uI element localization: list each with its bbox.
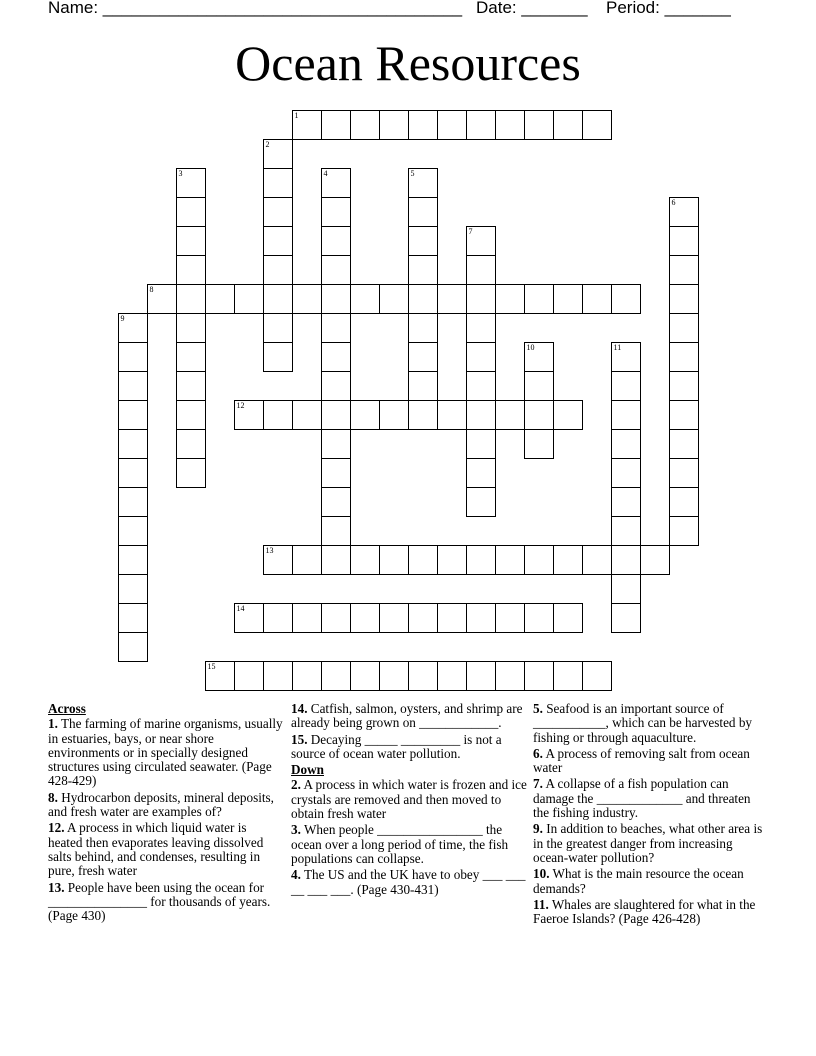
crossword-cell[interactable] bbox=[118, 574, 148, 604]
crossword-cell[interactable] bbox=[437, 400, 467, 430]
crossword-cell[interactable] bbox=[234, 603, 264, 633]
crossword-cell[interactable] bbox=[379, 400, 409, 430]
crossword-cell[interactable] bbox=[176, 371, 206, 401]
crossword-cell[interactable] bbox=[466, 342, 496, 372]
crossword-cell[interactable] bbox=[350, 284, 380, 314]
crossword-cell[interactable] bbox=[524, 371, 554, 401]
crossword-cell[interactable] bbox=[408, 284, 438, 314]
crossword-cell[interactable] bbox=[118, 429, 148, 459]
crossword-cell[interactable] bbox=[118, 313, 148, 343]
crossword-cell[interactable] bbox=[263, 284, 293, 314]
crossword-cell[interactable] bbox=[611, 516, 641, 546]
crossword-cell[interactable] bbox=[669, 429, 699, 459]
crossword-cell[interactable] bbox=[263, 226, 293, 256]
crossword-cell[interactable] bbox=[176, 313, 206, 343]
crossword-cell[interactable] bbox=[321, 603, 351, 633]
crossword-cell[interactable] bbox=[118, 400, 148, 430]
crossword-cell[interactable] bbox=[669, 487, 699, 517]
crossword-cell[interactable] bbox=[292, 284, 322, 314]
crossword-cell[interactable] bbox=[118, 545, 148, 575]
crossword-cell[interactable] bbox=[437, 603, 467, 633]
crossword-cell[interactable] bbox=[292, 110, 322, 140]
clue-down-9: 9. In addition to beaches, what other area is in the greatest danger from increasing ocean-water pollution? bbox=[533, 821, 763, 865]
crossword-cell[interactable] bbox=[321, 313, 351, 343]
name-field[interactable]: Name: ______________________________________ bbox=[48, 0, 463, 17]
crossword-cell[interactable] bbox=[350, 110, 380, 140]
crossword-cell[interactable] bbox=[524, 603, 554, 633]
crossword-cell[interactable] bbox=[408, 168, 438, 198]
crossword-cell[interactable] bbox=[118, 632, 148, 662]
clue-number-label: 15 bbox=[207, 662, 216, 671]
crossword-cell[interactable] bbox=[263, 661, 293, 691]
crossword-cell[interactable] bbox=[495, 400, 525, 430]
clue-down-2: 2. A process in which water is frozen and ice crystals are removed and then moved to obtain fresh water bbox=[291, 777, 527, 822]
crossword-cell[interactable] bbox=[466, 661, 496, 691]
crossword-cell[interactable] bbox=[582, 545, 612, 575]
crossword-cell[interactable] bbox=[408, 400, 438, 430]
crossword-cell[interactable] bbox=[321, 545, 351, 575]
clue-number-label: 5 bbox=[410, 169, 415, 178]
crossword-cell[interactable] bbox=[205, 284, 235, 314]
crossword-cell[interactable] bbox=[669, 400, 699, 430]
clue-number-label: 2 bbox=[265, 140, 270, 149]
crossword-cell[interactable] bbox=[553, 400, 583, 430]
crossword-cell[interactable] bbox=[321, 284, 351, 314]
clue-across-14: 14. Catfish, salmon, oysters, and shrimp are already being grown on ____________. bbox=[291, 701, 523, 731]
crossword-cell[interactable] bbox=[669, 197, 699, 227]
crossword-cell[interactable] bbox=[118, 603, 148, 633]
crossword-cell[interactable] bbox=[321, 400, 351, 430]
crossword-cell[interactable] bbox=[669, 342, 699, 372]
crossword-cell[interactable] bbox=[408, 197, 438, 227]
clue-across-12: 12. A process in which liquid water is heated then evaporates leaving dissolved salts behind, and condenses, resulting in pure, fresh water bbox=[48, 820, 264, 879]
crossword-cell[interactable] bbox=[611, 458, 641, 488]
crossword-cell[interactable] bbox=[263, 342, 293, 372]
clue-across-15: 15. Decaying _____ _________ is not a source of ocean water pollution. bbox=[291, 731, 502, 761]
crossword-cell[interactable] bbox=[176, 168, 206, 198]
crossword-cell[interactable] bbox=[437, 284, 467, 314]
crossword-cell[interactable] bbox=[611, 603, 641, 633]
crossword-cell[interactable] bbox=[176, 458, 206, 488]
across-heading: Across bbox=[48, 701, 86, 716]
crossword-cell[interactable] bbox=[321, 168, 351, 198]
crossword-cell[interactable] bbox=[234, 284, 264, 314]
crossword-cell[interactable] bbox=[408, 255, 438, 285]
clue-number-label: 4 bbox=[323, 169, 328, 178]
crossword-cell[interactable] bbox=[321, 516, 351, 546]
crossword-cell[interactable] bbox=[611, 284, 641, 314]
clue-number-label: 11 bbox=[613, 343, 622, 352]
clue-number-label: 3 bbox=[178, 169, 183, 178]
crossword-cell[interactable] bbox=[437, 110, 467, 140]
crossword-cell[interactable] bbox=[292, 400, 322, 430]
crossword-cell[interactable] bbox=[408, 313, 438, 343]
crossword-cell[interactable] bbox=[495, 284, 525, 314]
crossword-cell[interactable] bbox=[263, 313, 293, 343]
crossword-cell[interactable] bbox=[379, 661, 409, 691]
crossword-cell[interactable] bbox=[321, 255, 351, 285]
clue-number-label: 7 bbox=[468, 227, 473, 236]
clues-column-2 bbox=[291, 702, 527, 899]
crossword-cell[interactable] bbox=[263, 603, 293, 633]
clue-number-label: 9 bbox=[120, 314, 125, 323]
crossword-cell[interactable] bbox=[466, 371, 496, 401]
clue-number-label: 13 bbox=[265, 546, 274, 555]
down-heading: Down bbox=[291, 762, 324, 778]
crossword-cell[interactable] bbox=[350, 661, 380, 691]
student-info-header bbox=[48, 0, 768, 20]
crossword-cell[interactable] bbox=[640, 545, 670, 575]
crossword-cell[interactable] bbox=[495, 545, 525, 575]
crossword-cell[interactable] bbox=[234, 661, 264, 691]
crossword-cell[interactable] bbox=[669, 226, 699, 256]
crossword-cell[interactable] bbox=[263, 255, 293, 285]
crossword-cell[interactable] bbox=[669, 284, 699, 314]
crossword-cell[interactable] bbox=[292, 545, 322, 575]
period-field[interactable]: Period: _______ bbox=[606, 0, 731, 17]
crossword-cell[interactable] bbox=[263, 197, 293, 227]
crossword-cell[interactable] bbox=[553, 661, 583, 691]
crossword-cell[interactable] bbox=[466, 487, 496, 517]
crossword-cell[interactable] bbox=[524, 661, 554, 691]
clue-number-label: 1 bbox=[294, 111, 299, 120]
page-title: Ocean Resources bbox=[235, 35, 581, 91]
crossword-cell[interactable] bbox=[118, 371, 148, 401]
crossword-cell[interactable] bbox=[466, 255, 496, 285]
crossword-cell[interactable] bbox=[669, 458, 699, 488]
crossword-cell[interactable] bbox=[118, 516, 148, 546]
crossword-cell[interactable] bbox=[176, 226, 206, 256]
clues-column-1 bbox=[48, 702, 284, 925]
crossword-cell[interactable] bbox=[321, 226, 351, 256]
crossword-cell[interactable] bbox=[669, 255, 699, 285]
crossword-cell[interactable] bbox=[118, 342, 148, 372]
crossword-cell[interactable] bbox=[408, 371, 438, 401]
clues-column-3 bbox=[533, 702, 765, 928]
clue-down-11: 11. Whales are slaughtered for what in the Faeroe Islands? (Page 426-428) bbox=[533, 896, 756, 927]
crossword-cell[interactable] bbox=[611, 574, 641, 604]
crossword-cell[interactable] bbox=[408, 661, 438, 691]
crossword-cell[interactable] bbox=[466, 458, 496, 488]
crossword-cell[interactable] bbox=[611, 400, 641, 430]
crossword-cell[interactable] bbox=[408, 110, 438, 140]
crossword-cell[interactable] bbox=[321, 487, 351, 517]
crossword-cell[interactable] bbox=[350, 603, 380, 633]
crossword-cell[interactable] bbox=[321, 661, 351, 691]
crossword-cell[interactable] bbox=[176, 255, 206, 285]
clue-number-label: 8 bbox=[149, 285, 154, 294]
clue-down-7: 7. A collapse of a fish population can damage the _____________ and threaten the fishing industry. bbox=[533, 776, 751, 821]
crossword-cell[interactable] bbox=[234, 400, 264, 430]
clue-down-6: 6. A process of removing salt from ocean water bbox=[533, 745, 750, 776]
clue-number-label: 10 bbox=[526, 343, 535, 352]
crossword-cell[interactable] bbox=[321, 458, 351, 488]
crossword-cell[interactable] bbox=[553, 110, 583, 140]
crossword-cell[interactable] bbox=[524, 342, 554, 372]
crossword-cell[interactable] bbox=[669, 371, 699, 401]
clue-down-5: 5. Seafood is an important source of ___________, which can be harvested by fishing or through aquaculture. bbox=[533, 701, 753, 745]
crossword-cell[interactable] bbox=[437, 545, 467, 575]
crossword-cell[interactable] bbox=[582, 661, 612, 691]
crossword-cell[interactable] bbox=[263, 400, 293, 430]
crossword-cell[interactable] bbox=[176, 429, 206, 459]
crossword-cell[interactable] bbox=[379, 110, 409, 140]
crossword-cell[interactable] bbox=[379, 284, 409, 314]
crossword-cell[interactable] bbox=[321, 110, 351, 140]
crossword-cell[interactable] bbox=[495, 661, 525, 691]
clue-down-3: 3. When people ________________ the ocean over a long period of time, the fish populations can collapse. bbox=[291, 822, 509, 866]
crossword-cell[interactable] bbox=[408, 226, 438, 256]
clue-down-4: 4. The US and the UK have to obey ___ ___ __ ___ ___. (Page 430-431) bbox=[291, 867, 526, 897]
crossword-cell[interactable] bbox=[553, 603, 583, 633]
crossword-cell[interactable] bbox=[350, 545, 380, 575]
crossword-cell[interactable] bbox=[466, 545, 496, 575]
crossword-cell[interactable] bbox=[350, 400, 380, 430]
crossword-cell[interactable] bbox=[524, 545, 554, 575]
crossword-cell[interactable] bbox=[611, 429, 641, 459]
crossword-cell[interactable] bbox=[466, 603, 496, 633]
date-field[interactable]: Date: _______ bbox=[476, 0, 588, 17]
crossword-cell[interactable] bbox=[669, 313, 699, 343]
crossword-cell[interactable] bbox=[408, 603, 438, 633]
crossword-cell[interactable] bbox=[582, 284, 612, 314]
crossword-cell[interactable] bbox=[408, 545, 438, 575]
crossword-cell[interactable] bbox=[321, 429, 351, 459]
crossword-cell[interactable] bbox=[263, 168, 293, 198]
crossword-cell[interactable] bbox=[292, 661, 322, 691]
crossword-cell[interactable] bbox=[495, 110, 525, 140]
clue-number-label: 14 bbox=[236, 604, 245, 613]
clue-across-1: 1. The farming of marine organisms, usually in estuaries, bays, or near shore environments or in specially designed structures using circulated seawater. (Page 428-429) bbox=[48, 716, 283, 789]
crossword-cell[interactable] bbox=[611, 487, 641, 517]
crossword-cell[interactable] bbox=[611, 342, 641, 372]
crossword-cell[interactable] bbox=[466, 429, 496, 459]
crossword-cell[interactable] bbox=[553, 545, 583, 575]
crossword-cell[interactable] bbox=[466, 284, 496, 314]
crossword-cell[interactable] bbox=[466, 226, 496, 256]
crossword-cell[interactable] bbox=[321, 342, 351, 372]
crossword-cell[interactable] bbox=[379, 603, 409, 633]
crossword-cell[interactable] bbox=[669, 516, 699, 546]
clue-across-13: 13. People have been using the ocean for _______________ for thousands of years. (Page 430) bbox=[48, 879, 271, 924]
crossword-cell[interactable] bbox=[379, 545, 409, 575]
crossword-cell[interactable] bbox=[553, 284, 583, 314]
crossword-cell[interactable] bbox=[495, 603, 525, 633]
crossword-cell[interactable] bbox=[466, 110, 496, 140]
crossword-cell[interactable] bbox=[524, 284, 554, 314]
crossword-cell[interactable] bbox=[524, 400, 554, 430]
crossword-cell[interactable] bbox=[292, 603, 322, 633]
crossword-cell[interactable] bbox=[263, 545, 293, 575]
crossword-cell[interactable] bbox=[466, 400, 496, 430]
crossword-cell[interactable] bbox=[524, 429, 554, 459]
crossword-cell[interactable] bbox=[176, 342, 206, 372]
crossword-cell[interactable] bbox=[321, 197, 351, 227]
crossword-cell[interactable] bbox=[321, 371, 351, 401]
crossword-cell[interactable] bbox=[524, 110, 554, 140]
crossword-cell[interactable] bbox=[176, 400, 206, 430]
crossword-cell[interactable] bbox=[176, 197, 206, 227]
clue-across-8: 8. Hydrocarbon deposits, mineral deposits, and fresh water are examples of? bbox=[48, 789, 274, 820]
crossword-cell[interactable] bbox=[118, 487, 148, 517]
crossword-cell[interactable] bbox=[263, 139, 293, 169]
crossword-cell[interactable] bbox=[582, 110, 612, 140]
crossword-cell[interactable] bbox=[176, 284, 206, 314]
crossword-cell[interactable] bbox=[205, 661, 235, 691]
clue-down-10: 10. What is the main resource the ocean demands? bbox=[533, 866, 744, 896]
crossword-cell[interactable] bbox=[437, 661, 467, 691]
clue-number-label: 12 bbox=[236, 401, 245, 410]
clue-number-label: 6 bbox=[671, 198, 676, 207]
crossword-cell[interactable] bbox=[147, 284, 177, 314]
crossword-cell[interactable] bbox=[118, 458, 148, 488]
crossword-cell[interactable] bbox=[611, 371, 641, 401]
crossword-cell[interactable] bbox=[611, 545, 641, 575]
crossword-cell[interactable] bbox=[466, 313, 496, 343]
crossword-cell[interactable] bbox=[408, 342, 438, 372]
